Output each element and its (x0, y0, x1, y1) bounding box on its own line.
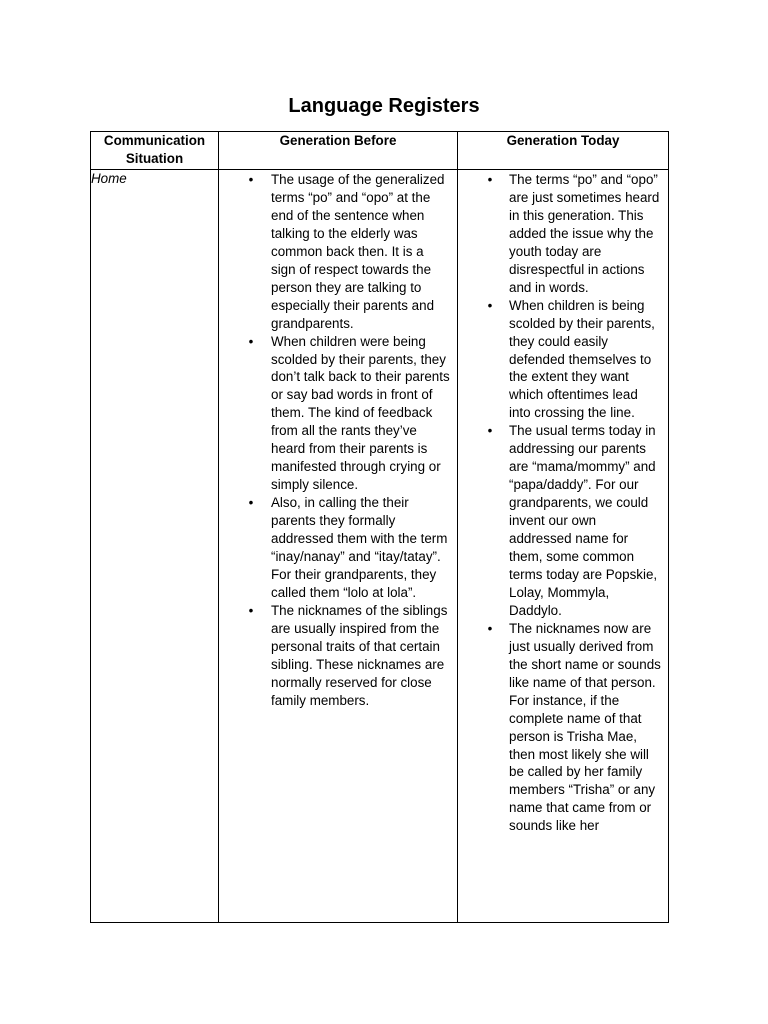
header-generation-before: Generation Before (219, 132, 458, 170)
bullet-icon: • (248, 495, 254, 511)
list-item-text: When children is being scolded by their parents, they could easily defended themselves to the extent they want which oftentimes lead into crossing the line. (509, 297, 655, 421)
bullet-icon: • (248, 172, 254, 187)
generation-before-cell (219, 170, 458, 923)
bullet-icon: • (487, 423, 493, 439)
list-item (219, 494, 457, 602)
list-item (458, 171, 668, 297)
list-item-text: The nicknames of the siblings are usually inspired from the personal traits of that certain sibling. These nicknames are normally reserved for close family members. (271, 602, 448, 708)
bullet-icon: • (248, 333, 254, 349)
header-generation-today: Generation Today (458, 132, 669, 170)
list-item (219, 333, 457, 495)
list-item-text: The terms “po” and “opo” are just sometimes heard in this generation. This added the issue why the youth today are disrespectful in actions and in words. (509, 172, 660, 295)
list-item-text: When children were being scolded by their parents, they don’t talk back to their parents or say bad words in front of them. The kind of feedback from all the rants they’ve heard from their parents is manifested through crying or simply silence. (271, 333, 450, 493)
bullet-icon: • (248, 602, 254, 618)
language-registers-table (90, 131, 669, 923)
bullet-icon: • (487, 172, 493, 187)
list-item (219, 171, 457, 333)
list-item-text: Also, in calling the their parents they formally addressed them with the term “inay/nanay” and “itay/tatay”. For their grandparents, they called them “lolo at lola”. (271, 495, 448, 600)
generation-today-list (458, 170, 668, 835)
list-item (458, 620, 668, 835)
list-item-text: The usage of the generalized terms “po” and “opo” at the end of the sentence when talking to the elderly was common back then. It is a sign of respect towards the person they are talking to especially their parents and grandparents. (271, 172, 445, 331)
generation-today-cell (458, 170, 669, 923)
page-title: Language Registers (288, 95, 480, 117)
generation-before-list (219, 170, 457, 710)
list-item (458, 297, 668, 423)
list-item-text: The nicknames now are just usually derived from the short name or sounds like name of that person. For instance, if the complete name of that person is Trisha Mae, then most likely she will be called by her family members “Trisha” or any name that came from or sounds like her (509, 620, 661, 834)
list-item (458, 422, 668, 619)
bullet-icon: • (487, 297, 493, 313)
table-header-row (91, 132, 669, 170)
situation-cell: Home (91, 170, 219, 923)
table-row (91, 170, 669, 923)
header-communication-situation: Communication Situation (91, 132, 219, 170)
bullet-icon: • (487, 620, 493, 636)
list-item-text: The usual terms today in addressing our parents are “mama/mommy” and “papa/daddy”. For our grandparents, we could invent our own addressed name for them, some common terms today are Popskie, Lolay, Mommyla, Daddylo. (509, 423, 658, 618)
list-item (219, 602, 457, 710)
